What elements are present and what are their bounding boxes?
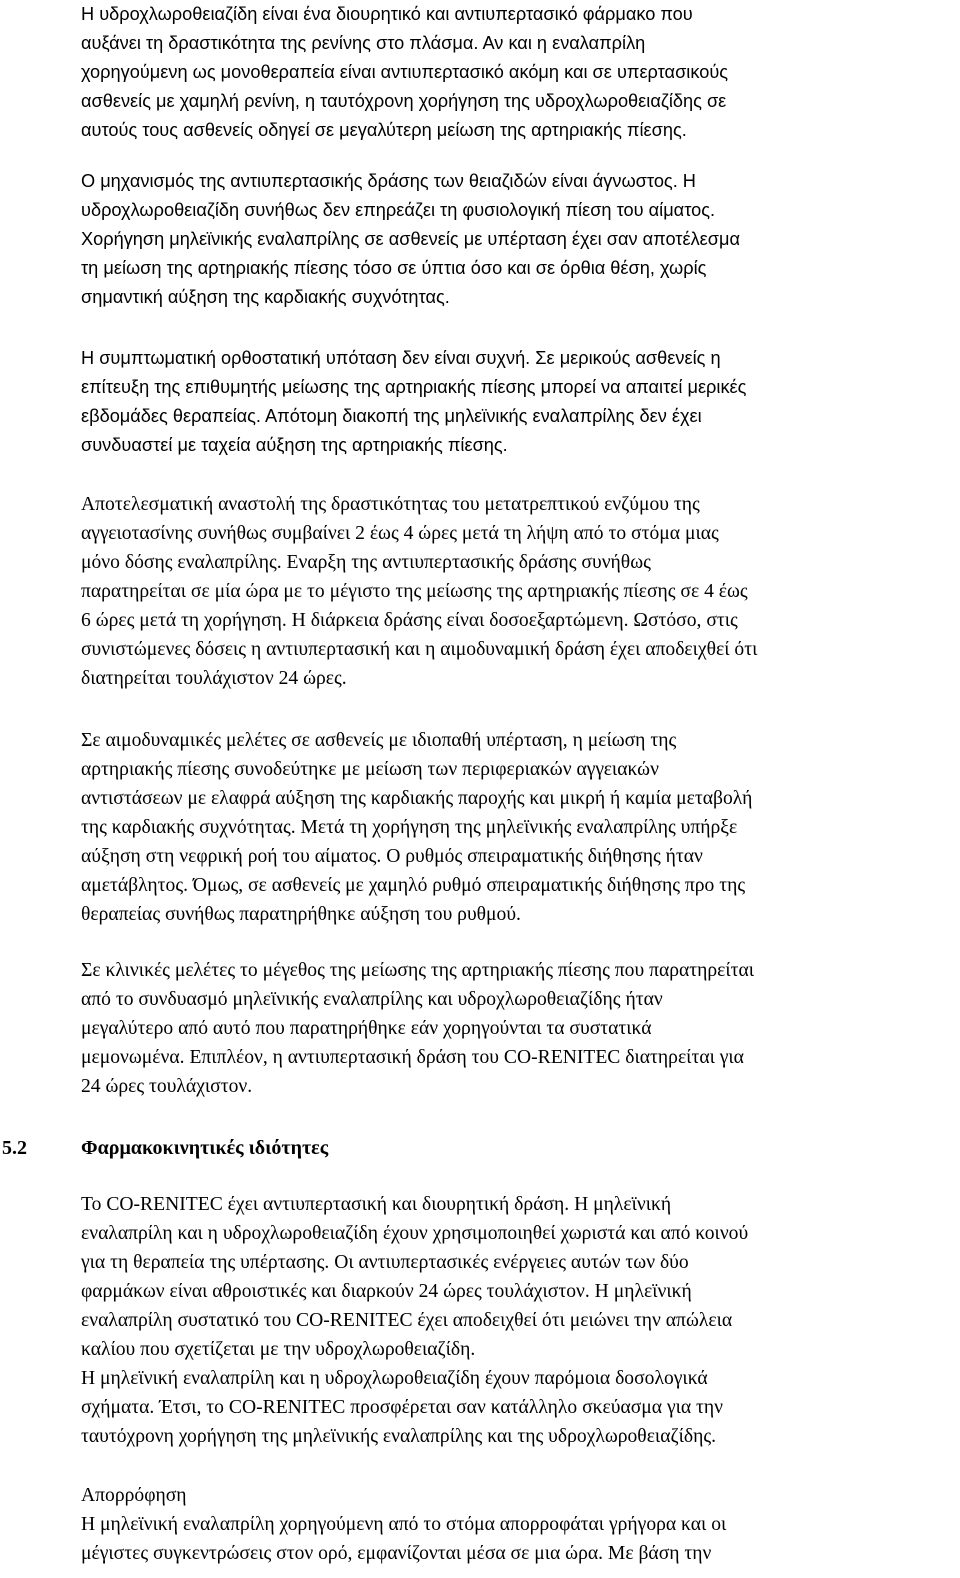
text-line: εναλαπρίλη και η υδροχλωροθειαζίδη έχουν χρησιμοποιηθεί χωριστά και από κοινού bbox=[81, 1223, 749, 1244]
text-line: της καρδιακής συχνότητας. Μετά τη χορήγηση της μηλεϊνικής εναλαπρίλης υπήρξε bbox=[81, 817, 738, 838]
text-line: επίτευξη της επιθυμητής μείωσης της αρτηριακής πίεσης μπορεί να απαιτεί μερικές bbox=[81, 377, 747, 397]
text-line: συνιστώμενες δόσεις η αντιυπερτασική και η αιμοδυναμική δράση έχει αποδειχθεί ότι bbox=[81, 639, 758, 660]
text-line: Η μηλεϊνική εναλαπρίλη χορηγούμενη από το στόμα απορροφάται γρήγορα και οι bbox=[81, 1514, 727, 1535]
paragraph-hydrochlorothiazide-intro bbox=[81, 0, 956, 145]
text-line: μέγιστες συγκεντρώσεις στον ορό, εμφανίζονται μέσα σε μια ώρα. Με βάση την bbox=[81, 1543, 712, 1564]
text-line: αύξηση στη νεφρική ροή του αίματος. Ο ρυθμός σπειραματικής διήθησης ήταν bbox=[81, 846, 703, 867]
text-line: αμετάβλητος. Όμως, σε ασθενείς με χαμηλό ρυθμό σπειραματικής διήθησης προ της bbox=[81, 875, 746, 896]
text-line: Σε κλινικές μελέτες το μέγεθος της μείωσης της αρτηριακής πίεσης που παρατηρείται bbox=[81, 960, 755, 981]
text-line: 6 ώρες μετά τη χορήγηση. Η διάρκεια δράσης είναι δοσοεξαρτώμενη. Ωστόσο, στις bbox=[81, 610, 738, 631]
text-line: αυξάνει τη δραστικότητα της ρενίνης στο πλάσμα. Αν και η εναλαπρίλη bbox=[81, 33, 646, 53]
text-line: μόνο δόσης εναλαπρίλης. Εναρξη της αντιυπερτασικής δράσης συνήθως bbox=[81, 552, 651, 573]
text-line: μεμονωμένα. Επιπλέον, η αντιυπερτασική δράση του CO-RENITEC διατηρείται για bbox=[81, 1047, 744, 1068]
text-line: Χορήγηση μηλεϊνικής εναλαπρίλης σε ασθενείς με υπέρταση έχει σαν αποτέλεσμα bbox=[81, 229, 741, 249]
text-line: ασθενείς με χαμηλή ρενίνη, η ταυτόχρονη χορήγηση της υδροχλωροθειαζίδης σε bbox=[81, 91, 727, 111]
text-line: μεγαλύτερο από αυτό που παρατηρήθηκε εάν χορηγούνται τα συστατικά bbox=[81, 1018, 652, 1039]
text-line: για τη θεραπεία της υπέρτασης. Οι αντιυπερτασικές ενέργειες αυτών των δύο bbox=[81, 1252, 689, 1273]
section-number: 5.2 bbox=[2, 1137, 27, 1159]
text-line: Αποτελεσματική αναστολή της δραστικότητας του μετατρεπτικού ενζύμου της bbox=[81, 494, 700, 515]
paragraph-ace-inhibition bbox=[81, 490, 956, 693]
text-line: ταυτόχρονη χορήγηση της μηλεϊνικής εναλαπρίλης και της υδροχλωροθειαζίδης. bbox=[81, 1426, 716, 1447]
subheading-absorption: Απορρόφηση bbox=[81, 1485, 187, 1506]
paragraph-absorption bbox=[81, 1481, 956, 1568]
text-line: διατηρείται τουλάχιστον 24 ώρες. bbox=[81, 668, 347, 689]
text-line: εναλαπρίλη συστατικό του CO-RENITEC έχει αποδειχθεί ότι μειώνει την απώλεια bbox=[81, 1310, 733, 1331]
text-line: Η υδροχλωροθειαζίδη είναι ένα διουρητικό και αντιυπερτασικό φάρμακο που bbox=[81, 4, 693, 24]
text-line: εβδομάδες θεραπείας. Απότομη διακοπή της μηλεϊνικής εναλαπρίλης δεν έχει bbox=[81, 406, 702, 426]
text-line: από το συνδυασμό μηλεϊνικής εναλαπρίλης και υδροχλωροθειαζίδης ήταν bbox=[81, 989, 663, 1010]
text-line: αυτούς τους ασθενείς οδηγεί σε μεγαλύτερη μείωση της αρτηριακής πίεσης. bbox=[81, 120, 687, 140]
text-line: αντιστάσεων με ελαφρά αύξηση της καρδιακής παροχής και μικρή ή καμία μεταβολή bbox=[81, 788, 753, 809]
text-line: 24 ώρες τουλάχιστον. bbox=[81, 1076, 253, 1097]
paragraph-mechanism bbox=[81, 167, 956, 312]
text-line: θεραπείας συνήθως παρατηρήθηκε αύξηση του ρυθμού. bbox=[81, 904, 521, 925]
section-heading bbox=[0, 1133, 960, 1163]
section-title: Φαρμακοκινητικές ιδιότητες bbox=[81, 1137, 329, 1159]
text-line: σχήματα. Έτσι, το CO-RENITEC προσφέρεται σαν κατάλληλο σκεύασμα για την bbox=[81, 1397, 724, 1418]
text-line: υδροχλωροθειαζίδη συνήθως δεν επηρεάζει τη φυσιολογική πίεση του αίματος. bbox=[81, 200, 716, 220]
text-line: παρατηρείται σε μία ώρα με το μέγιστο της μείωσης της αρτηριακής πίεσης σε 4 έως bbox=[81, 581, 748, 602]
text-line: φαρμάκων είναι αθροιστικές και διαρκούν 24 ώρες τουλάχιστον. Η μηλεϊνική bbox=[81, 1281, 692, 1302]
paragraph-clinical-studies bbox=[81, 956, 956, 1101]
text-line: Η συμπτωματική ορθοστατική υπόταση δεν είναι συχνή. Σε μερικούς ασθενείς η bbox=[81, 348, 721, 368]
paragraph-orthostatic-hypotension bbox=[81, 344, 956, 460]
text-line: καλίου που σχετίζεται με την υδροχλωροθειαζίδη. bbox=[81, 1339, 476, 1360]
text-line: χορηγούμενη ως μονοθεραπεία είναι αντιυπερτασικό ακόμη και σε υπερτασικούς bbox=[81, 62, 729, 82]
text-line: συνδυαστεί με ταχεία αύξηση της αρτηριακής πίεσης. bbox=[81, 435, 508, 455]
text-line: σημαντική αύξηση της καρδιακής συχνότητας. bbox=[81, 287, 450, 307]
paragraph-hemodynamic-studies bbox=[81, 726, 956, 929]
text-line: τη μείωση της αρτηριακής πίεσης τόσο σε ύπτια όσο και σε όρθια θέση, χωρίς bbox=[81, 258, 707, 278]
text-line: Σε αιμοδυναμικές μελέτες σε ασθενείς με ιδιοπαθή υπέρταση, η μείωση της bbox=[81, 730, 677, 751]
text-line: Ο μηχανισμός της αντιυπερτασικής δράσης των θειαζιδών είναι άγνωστος. Η bbox=[81, 171, 696, 191]
text-line: Η μηλεϊνική εναλαπρίλη και η υδροχλωροθειαζίδη έχουν παρόμοια δοσολογικά bbox=[81, 1368, 708, 1389]
paragraph-co-renitec bbox=[81, 1190, 956, 1451]
text-line: αρτηριακής πίεσης συνοδεύτηκε με μείωση των περιφεριακών αγγειακών bbox=[81, 759, 659, 780]
text-line: αγγειοτασίνης συνήθως συμβαίνει 2 έως 4 ώρες μετά τη λήψη από το στόμα μιας bbox=[81, 523, 719, 544]
text-line: Το CO-RENITEC έχει αντιυπερτασική και διουρητική δράση. Η μηλεϊνική bbox=[81, 1194, 672, 1215]
